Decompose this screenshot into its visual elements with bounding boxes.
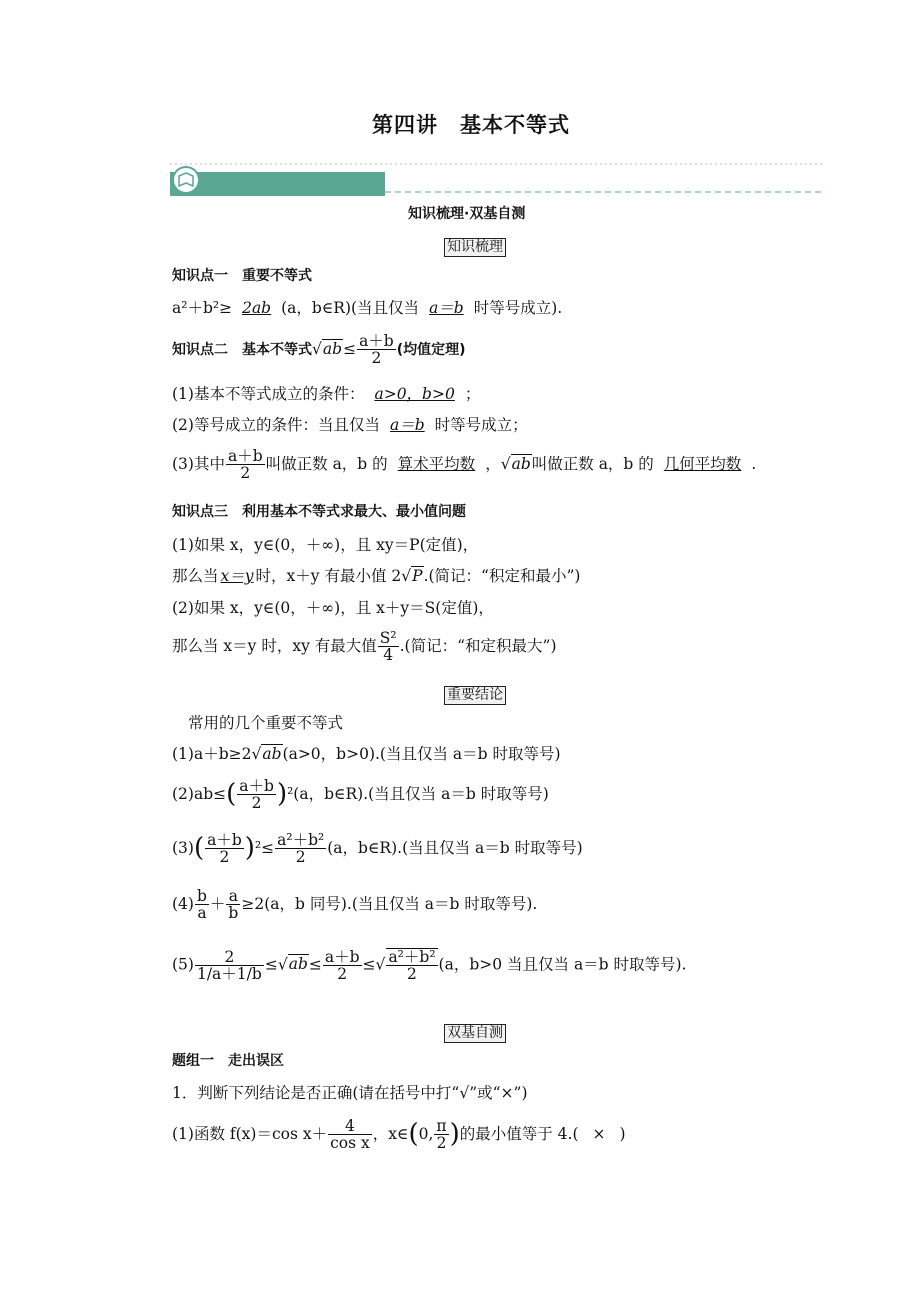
kp3-l4: 那么当 x＝y 时，xy 有最大值 $\frac{\text{S²}}{4}$ .(简记：“和定积最大”) — [172, 629, 557, 665]
kp3-l1: (1)如果 x，y∈(0，＋∞)，且 xy＝P(定值)， — [172, 536, 479, 554]
label-self-test: 双基自测 — [444, 1024, 506, 1043]
answer-mark: × — [592, 1124, 606, 1143]
kp2-heading: 知识点二 基本不等式√ab≤ $\frac{a+b}{2}$ (均值定理) — [172, 332, 466, 368]
kp1-line: a²＋b²≥ 2ab (a，b∈R)(当且仅当 a＝b 时等号成立). — [172, 299, 563, 317]
conclusion-5: (5) $\frac{2}{1/a+1/b}$ ≤√ab≤ $\frac{a+b}{2}$ ≤√ $\frac{\text{a²＋b²}}{2}$ (a，b>0 当且仅当 a＝b 时取等号). — [172, 947, 687, 984]
kp3-heading: 知识点三 利用基本不等式求最大、最小值问题 — [172, 504, 466, 520]
kp1-heading: 知识点一 重要不等式 — [172, 268, 312, 284]
conclusion-1: (1)a＋b≥2√ab(a>0，b>0).(当且仅当 a＝b 时取等号) — [172, 745, 561, 763]
kp3-l2: 那么当 x＝y 时，x＋y 有最小值 2√P.(简记：“积定和最小”) — [172, 567, 581, 585]
section-header: 知识梳理·双基自测 — [408, 206, 526, 222]
kp2-item3: (3)其中 $\frac{a+b}{2}$ 叫做正数 a，b 的 算术平均数 ，√ab叫做正数 a，b 的 几何平均数 . — [172, 447, 757, 483]
conclusions-intro: 常用的几个重要不等式 — [188, 714, 344, 732]
section-banner — [170, 160, 825, 200]
question-1-1: (1)函数 f(x)＝cos x＋ $\frac{4}{\text{cos x}}$ ，x∈(0, $\frac{\pi}{2}$ )的最小值等于 4.( × ) — [172, 1117, 626, 1153]
question-1: 1．判断下列结论是否正确(请在括号中打“√”或“×”) — [172, 1084, 528, 1102]
kp3-l3: (2)如果 x，y∈(0，＋∞)，且 x＋y＝S(定值)， — [172, 599, 494, 617]
label-conclusions: 重要结论 — [444, 686, 506, 705]
conclusion-2: (2)ab≤( $\frac{a+b}{2}$ )²(a，b∈R).(当且仅当 a＝b 时取等号) — [172, 777, 549, 813]
conclusion-3: (3)( $\frac{a+b}{2}$ )²≤ $\frac{\text{a²＋b²}}{2}$ (a，b∈R).(当且仅当 a＝b 时取等号) — [172, 831, 583, 867]
group-heading: 题组一 走出误区 — [172, 1053, 284, 1069]
kp2-item1: (1)基本不等式成立的条件： a>0，b>0 ； — [172, 385, 481, 403]
kp2-item2: (2)等号成立的条件：当且仅当 a＝b 时等号成立； — [172, 416, 528, 434]
conclusion-4: (4) $\frac{b}{a}$ ＋ $\frac{a}{b}$ ≥2(a，b 同号).(当且仅当 a＝b 时取等号). — [172, 887, 538, 923]
book-icon — [173, 167, 199, 193]
label-knowledge: 知识梳理 — [444, 238, 506, 257]
page-title: 第四讲 基本不等式 — [372, 113, 570, 137]
